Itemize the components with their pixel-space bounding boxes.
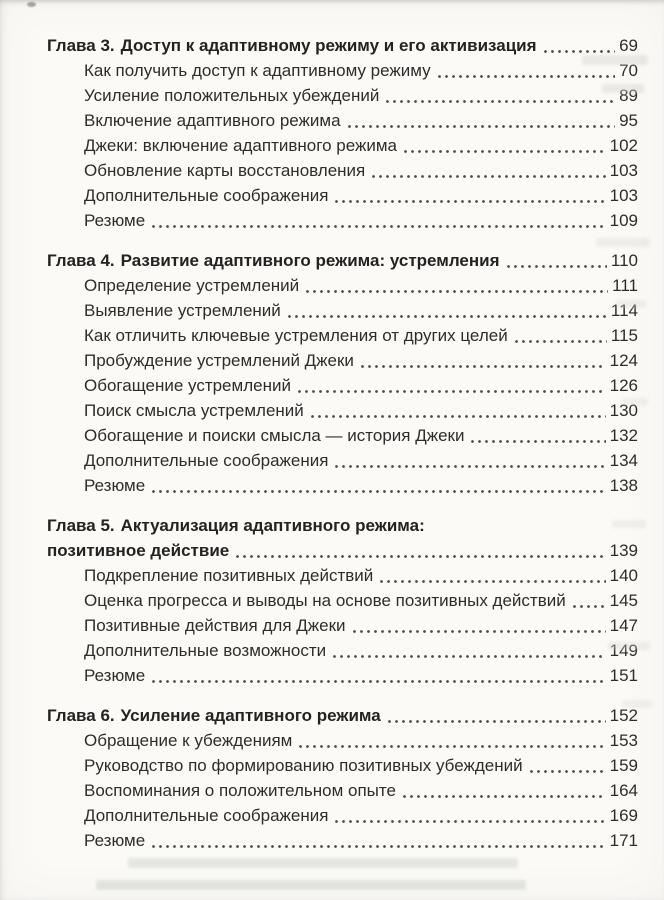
dot-leader — [507, 265, 607, 268]
chapter-title-continued: позитивное действие — [47, 541, 230, 560]
toc-item-label: Выявление устремлений — [84, 301, 281, 320]
dot-leader — [404, 150, 606, 153]
dot-leader — [152, 490, 605, 493]
dot-leader — [236, 555, 605, 558]
toc-item-label: Включение адаптивного режима — [84, 111, 341, 130]
toc-item-row — [47, 778, 638, 803]
dot-leader — [386, 100, 615, 103]
toc-item-row — [47, 563, 638, 588]
chapter-heading-row — [47, 248, 638, 273]
dot-leader — [530, 770, 606, 773]
toc-item-label: Пробуждение устремлений Джеки — [84, 351, 354, 370]
dot-leader — [380, 580, 605, 583]
page-number: 171 — [609, 831, 638, 850]
page-number: 111 — [612, 276, 638, 295]
toc-item-row — [47, 323, 638, 348]
chapter-title: Актуализация адаптивного режима: — [120, 516, 425, 535]
toc-item-row — [47, 83, 638, 108]
toc-item-row — [47, 348, 638, 373]
dot-leader — [152, 845, 605, 848]
page-number: 95 — [619, 111, 638, 130]
chapter-number: Глава 3. — [47, 36, 115, 55]
toc-item-label: Дополнительные соображения — [84, 186, 329, 205]
dot-leader — [311, 415, 606, 418]
toc-item-label: Усиление положительных убеждений — [84, 86, 380, 105]
page-number: 89 — [619, 86, 638, 105]
chapter-block — [47, 33, 638, 233]
toc-item-label: Определение устремлений — [84, 276, 300, 295]
chapter-heading-row — [47, 513, 638, 538]
chapter-title: Развитие адаптивного режима: устремления — [120, 251, 500, 270]
page-number: 124 — [609, 351, 638, 370]
dot-leader — [335, 200, 605, 203]
dot-leader — [333, 655, 605, 658]
toc-item-row — [47, 588, 638, 613]
chapter-heading-row — [47, 703, 638, 728]
toc-item-label: Дополнительные возможности — [84, 641, 327, 660]
page-number: 103 — [609, 161, 638, 180]
chapter-title: Усиление адаптивного режима — [120, 706, 381, 725]
page-number: 132 — [609, 426, 638, 445]
toc-item-row — [47, 828, 638, 853]
table-of-contents — [47, 33, 638, 853]
dot-leader — [152, 225, 605, 228]
toc-item-row — [47, 373, 638, 398]
dot-leader — [298, 390, 606, 393]
toc-item-row — [47, 158, 638, 183]
dot-leader — [152, 680, 605, 683]
dot-leader — [388, 720, 606, 723]
dot-leader — [288, 315, 607, 318]
toc-item-row — [47, 133, 638, 158]
page-number: 164 — [609, 781, 638, 800]
toc-item-label: Резюме — [84, 831, 146, 850]
toc-item-row — [47, 803, 638, 828]
toc-item-row — [47, 753, 638, 778]
dot-leader — [335, 820, 605, 823]
toc-item-row — [47, 663, 638, 688]
toc-item-row — [47, 728, 638, 753]
page-number: 169 — [609, 806, 638, 825]
page-number: 140 — [609, 566, 638, 585]
page-number: 139 — [609, 541, 638, 560]
chapter-block — [47, 248, 638, 498]
toc-item-row — [47, 613, 638, 638]
scan-speck-artifact — [27, 2, 36, 7]
page-number: 152 — [609, 706, 638, 725]
chapter-number: Глава 6. — [47, 706, 115, 725]
page-number: 109 — [609, 211, 638, 230]
toc-item-row — [47, 638, 638, 663]
page-number: 159 — [609, 756, 638, 775]
toc-item-label: Воспоминания о положительном опыте — [84, 781, 396, 800]
page-number: 69 — [619, 36, 638, 55]
page-number: 151 — [609, 666, 638, 685]
dot-leader — [348, 125, 616, 128]
toc-item-label: Обогащение и поиски смысла — история Джеки — [84, 426, 465, 445]
bleedthrough-artifact — [128, 858, 518, 868]
page-number: 110 — [610, 251, 638, 270]
dot-leader — [403, 795, 606, 798]
dot-leader — [306, 290, 608, 293]
chapter-block — [47, 513, 638, 688]
toc-item-label: Дополнительные соображения — [84, 806, 329, 825]
toc-item-label: Резюме — [84, 666, 146, 685]
toc-item-row — [47, 183, 638, 208]
dot-leader — [515, 340, 607, 343]
toc-item-label: Подкрепление позитивных действий — [84, 566, 374, 585]
dot-leader — [361, 365, 606, 368]
dot-leader — [573, 605, 606, 608]
toc-item-label: Как получить доступ к адаптивному режиму — [84, 61, 431, 80]
page-number: 134 — [609, 451, 638, 470]
toc-item-label: Резюме — [84, 211, 146, 230]
toc-item-label: Обращение к убеждениям — [84, 731, 293, 750]
chapter-number: Глава 5. — [47, 516, 115, 535]
chapter-block — [47, 703, 638, 853]
page-number: 149 — [609, 641, 638, 660]
toc-item-label: Руководство по формированию позитивных убеждений — [84, 756, 523, 775]
toc-item-label: Как отличить ключевые устремления от других целей — [84, 326, 508, 345]
toc-item-label: Дополнительные соображения — [84, 451, 329, 470]
page-number: 153 — [609, 731, 638, 750]
dot-leader — [299, 745, 605, 748]
toc-item-row — [47, 273, 638, 298]
page-number: 115 — [610, 326, 638, 345]
chapter-title: Доступ к адаптивному режиму и его активизация — [120, 36, 537, 55]
toc-item-row — [47, 298, 638, 323]
chapter-heading-continuation-row — [47, 538, 638, 563]
toc-item-row — [47, 208, 638, 233]
toc-item-label: Обновление карты восстановления — [84, 161, 366, 180]
page-number: 102 — [609, 136, 638, 155]
page-number: 138 — [609, 476, 638, 495]
toc-item-row — [47, 423, 638, 448]
toc-item-row — [47, 398, 638, 423]
toc-item-label: Резюме — [84, 476, 146, 495]
dot-leader — [471, 440, 605, 443]
page-number: 130 — [609, 401, 638, 420]
toc-item-label: Поиск смысла устремлений — [84, 401, 304, 420]
dot-leader — [544, 50, 616, 53]
toc-item-label: Обогащение устремлений — [84, 376, 291, 395]
page-number: 70 — [619, 61, 638, 80]
page-number: 126 — [609, 376, 638, 395]
dot-leader — [438, 75, 615, 78]
toc-item-label: Джеки: включение адаптивного режима — [84, 136, 397, 155]
page-number: 114 — [610, 301, 638, 320]
toc-item-row — [47, 58, 638, 83]
dot-leader — [353, 630, 606, 633]
toc-item-row — [47, 473, 638, 498]
toc-item-label: Позитивные действия для Джеки — [84, 616, 346, 635]
toc-item-row — [47, 448, 638, 473]
page-number: 147 — [609, 616, 638, 635]
dot-leader — [372, 175, 605, 178]
toc-item-row — [47, 108, 638, 133]
chapter-heading-row — [47, 33, 638, 58]
chapter-number: Глава 4. — [47, 251, 115, 270]
toc-item-label: Оценка прогресса и выводы на основе позитивных действий — [84, 591, 566, 610]
page-number: 145 — [609, 591, 638, 610]
page-number: 103 — [609, 186, 638, 205]
toc-list — [47, 33, 638, 853]
dot-leader — [335, 465, 605, 468]
bleedthrough-artifact — [96, 880, 526, 890]
